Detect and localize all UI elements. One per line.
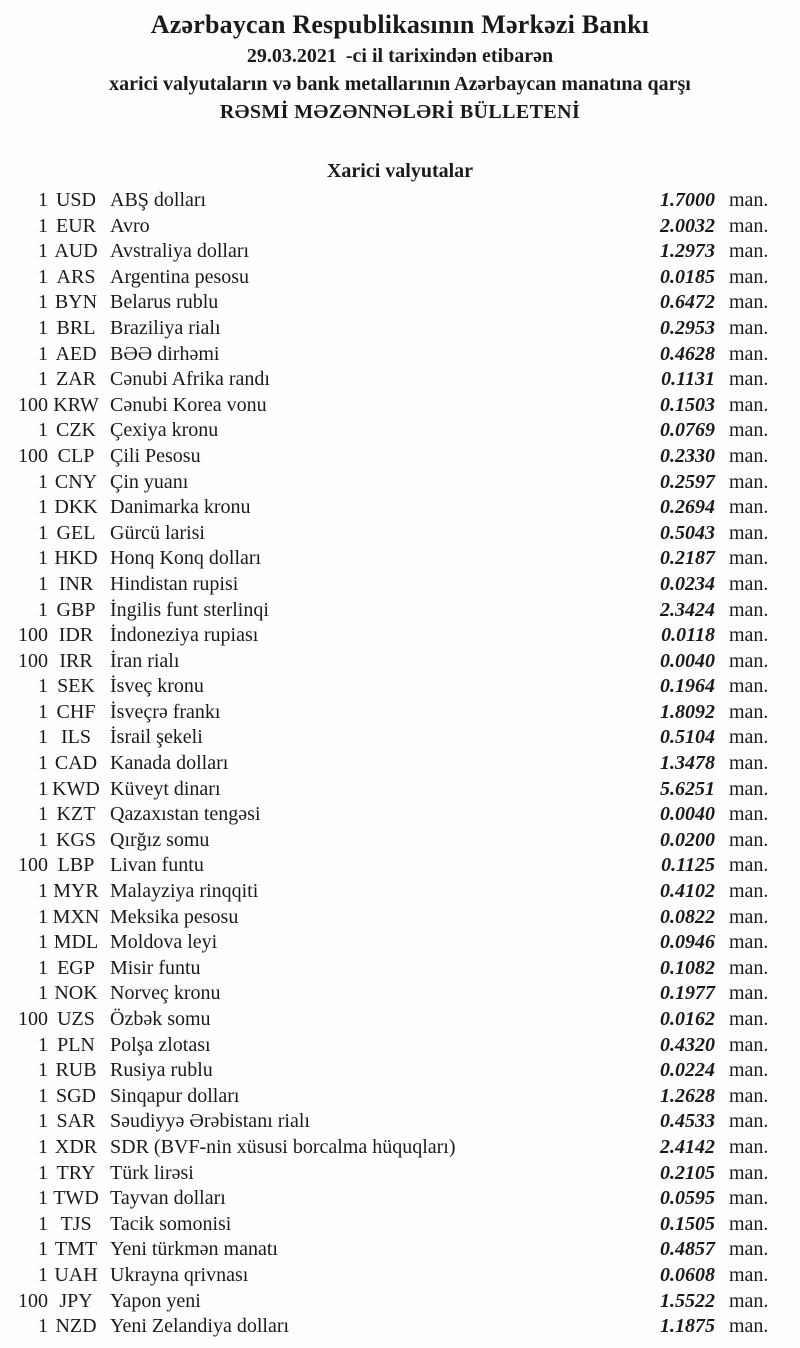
currency-row (0, 1058, 800, 1084)
effective-date: 29.03.2021 (246, 45, 337, 67)
currency-name-cell: İsveç kronu (110, 675, 204, 698)
currency-code-cell: IDR (58, 624, 94, 647)
rate-cell: 0.0234 (660, 572, 715, 595)
rate-cell: 0.0946 (660, 931, 715, 954)
currency-code-cell: SEK (57, 675, 95, 698)
quantity-cell: 1 (38, 726, 48, 749)
currency-row (0, 1263, 800, 1289)
rate-cell: 0.2187 (660, 547, 715, 570)
quantity-cell: 1 (38, 265, 48, 288)
quantity-cell: 1 (38, 931, 48, 954)
quantity-cell: 1 (38, 521, 48, 544)
currency-name-cell: Avro (110, 214, 150, 237)
quantity-cell: 1 (38, 1059, 48, 1082)
quantity-cell: 100 (18, 624, 48, 647)
quantity-cell: 1 (38, 803, 48, 826)
currency-code-cell: NZD (55, 1315, 97, 1338)
currency-code-cell: GBP (56, 598, 96, 621)
unit-cell: man. (729, 547, 769, 570)
currency-row (0, 1109, 800, 1135)
currency-row (0, 828, 800, 854)
rate-cell: 0.4320 (660, 1033, 715, 1056)
currency-row (0, 674, 800, 700)
quantity-cell: 100 (18, 393, 48, 416)
rate-cell: 0.1977 (660, 982, 715, 1005)
rate-cell: 1.1875 (660, 1315, 715, 1338)
currency-row (0, 1314, 800, 1340)
unit-cell: man. (729, 752, 769, 775)
subject-line: xarici valyutaların və bank metallarının Azərbaycan manatına qarşı (109, 73, 691, 95)
currency-row (0, 777, 800, 803)
unit-cell: man. (729, 649, 769, 672)
rate-cell: 0.4102 (660, 880, 715, 903)
currency-code-cell: TWD (53, 1187, 99, 1210)
unit-cell: man. (729, 1212, 769, 1235)
quantity-cell: 1 (38, 189, 48, 211)
currency-name-cell: Qırğız somu (110, 828, 210, 851)
rate-cell: 0.0185 (660, 265, 715, 288)
rate-cell: 0.2597 (660, 470, 715, 493)
currency-row (0, 981, 800, 1007)
currency-row (0, 470, 800, 496)
rate-cell: 0.4857 (660, 1238, 715, 1261)
rate-cell: 0.0162 (660, 1008, 715, 1030)
quantity-cell: 1 (38, 316, 48, 339)
quantity-cell: 1 (38, 470, 48, 493)
unit-cell: man. (729, 419, 769, 442)
quantity-cell: 1 (38, 368, 48, 391)
currency-code-cell: ZAR (56, 368, 96, 391)
currency-row (0, 905, 800, 931)
quantity-cell: 1 (38, 777, 48, 800)
unit-cell: man. (729, 1135, 769, 1158)
quantity-cell: 1 (38, 700, 48, 723)
rate-cell: 0.2330 (660, 444, 715, 467)
rate-cell: 0.0118 (661, 624, 715, 647)
currency-code-cell: CLP (57, 444, 95, 467)
currency-code-cell: GEL (56, 521, 96, 544)
quantity-cell: 1 (38, 1084, 48, 1107)
currency-code-cell: UZS (57, 1008, 95, 1030)
currency-name-cell: Norveç kronu (110, 982, 221, 1005)
rate-cell: 0.1131 (661, 368, 715, 391)
rate-cell: 0.1503 (660, 393, 715, 416)
unit-cell: man. (729, 1263, 769, 1286)
currency-row (0, 751, 800, 777)
currency-row (0, 700, 800, 726)
currency-name-cell: İsrail şekeli (110, 726, 203, 749)
quantity-cell: 1 (38, 1212, 48, 1235)
currency-name-cell: Moldova leyi (110, 931, 218, 954)
currency-code-cell: HKD (54, 547, 98, 570)
currency-row (0, 290, 800, 316)
currency-code-cell: RUB (55, 1059, 97, 1082)
currency-name-cell: İsveçrə frankı (110, 700, 221, 723)
quantity-cell: 1 (38, 1238, 48, 1261)
currency-name-cell: Sinqapur dolları (110, 1084, 240, 1107)
currency-name-cell: Malayziya rinqqiti (110, 880, 259, 903)
currency-name-cell: Yapon yeni (110, 1289, 201, 1312)
currency-row (0, 956, 800, 982)
unit-cell: man. (729, 854, 769, 877)
unit-cell: man. (729, 1187, 769, 1210)
currency-name-cell: Yeni Zelandiya dolları (110, 1315, 290, 1338)
currency-code-cell: CZK (56, 419, 96, 442)
quantity-cell: 100 (18, 1289, 48, 1312)
currency-code-cell: UAH (54, 1263, 98, 1286)
currency-code-cell: USD (55, 189, 96, 211)
unit-cell: man. (729, 1110, 769, 1133)
currency-code-cell: KWD (52, 777, 100, 800)
rate-cell: 1.5522 (660, 1289, 715, 1312)
currency-row (0, 418, 800, 444)
currency-row (0, 316, 800, 342)
currency-code-cell: IRR (59, 649, 93, 672)
currency-row (0, 239, 800, 265)
currency-name-cell: Ukrayna qrivnası (110, 1263, 249, 1286)
unit-cell: man. (729, 905, 769, 928)
rate-cell: 0.5104 (660, 726, 715, 749)
currency-name-cell: Səudiyyə Ərəbistanı rialı (110, 1110, 310, 1133)
currency-row (0, 930, 800, 956)
quantity-cell: 1 (38, 291, 48, 314)
currency-row (0, 1135, 800, 1161)
unit-cell: man. (729, 1289, 769, 1312)
currency-name-cell: Cənubi Korea vonu (110, 393, 267, 416)
rate-cell: 5.6251 (660, 777, 715, 800)
quantity-cell: 1 (38, 419, 48, 442)
quantity-cell: 1 (38, 1110, 48, 1133)
currency-code-cell: NOK (54, 982, 98, 1005)
rate-cell: 0.0769 (660, 419, 715, 442)
currency-name-cell: Gürcü larisi (110, 521, 205, 544)
unit-cell: man. (729, 726, 769, 749)
unit-cell: man. (729, 368, 769, 391)
quantity-cell: 1 (38, 214, 48, 237)
rate-cell: 0.0224 (660, 1059, 715, 1082)
currency-code-cell: AED (55, 342, 97, 365)
bulletin-header (0, 0, 800, 126)
unit-cell: man. (729, 496, 769, 519)
currency-code-cell: LBP (57, 854, 95, 877)
currency-row (0, 342, 800, 368)
unit-cell: man. (729, 393, 769, 416)
currency-name-cell: Argentina pesosu (110, 265, 250, 288)
rate-cell: 0.0040 (660, 803, 715, 826)
currency-name-cell: İndoneziya rupiası (110, 624, 259, 647)
currency-name-cell: Küveyt dinarı (110, 777, 221, 800)
currency-name-cell: İngilis funt sterlinqi (110, 598, 269, 621)
quantity-cell: 1 (38, 880, 48, 903)
currency-code-cell: PLN (57, 1033, 95, 1056)
unit-cell: man. (729, 828, 769, 851)
quantity-cell: 1 (38, 547, 48, 570)
effective-date-line (0, 42, 800, 70)
currency-code-cell: TJS (60, 1212, 92, 1235)
currency-name-cell: Meksika pesosu (110, 905, 239, 928)
currency-row (0, 1033, 800, 1059)
rate-cell: 1.3478 (660, 752, 715, 775)
currency-code-cell: CNY (54, 470, 98, 493)
currency-name-cell: Belarus rublu (110, 291, 219, 314)
rate-cell: 0.4533 (660, 1110, 715, 1133)
currency-name-cell: Honq Konq dolları (110, 547, 262, 570)
currency-code-cell: TRY (56, 1161, 96, 1184)
currency-name-cell: Çili Pesosu (110, 444, 201, 467)
bank-title: Azərbaycan Respublikasının Mərkəzi Bankı (150, 10, 650, 39)
unit-cell: man. (729, 291, 769, 314)
currency-row (0, 1161, 800, 1187)
quantity-cell: 1 (38, 598, 48, 621)
currency-row (0, 1237, 800, 1263)
quantity-cell: 1 (38, 1135, 48, 1158)
currency-name-cell: Kanada dolları (110, 752, 229, 775)
unit-cell: man. (729, 1033, 769, 1056)
unit-cell: man. (729, 572, 769, 595)
currency-code-cell: SGD (55, 1084, 96, 1107)
currency-row (0, 802, 800, 828)
currency-name-cell: Çin yuanı (110, 470, 189, 493)
currency-code-cell: SAR (56, 1110, 96, 1133)
rate-cell: 2.3424 (660, 598, 715, 621)
currency-code-cell: KGS (55, 828, 96, 851)
rate-cell: 0.0595 (660, 1187, 715, 1210)
rate-cell: 1.2973 (660, 240, 715, 263)
unit-cell: man. (729, 1008, 769, 1030)
rate-cell: 1.2628 (660, 1084, 715, 1107)
quantity-cell: 1 (38, 240, 48, 263)
rate-cell: 0.6472 (660, 291, 715, 314)
currency-name-cell: Livan funtu (110, 854, 204, 877)
rate-cell: 1.8092 (660, 700, 715, 723)
currency-row (0, 214, 800, 240)
currency-name-cell: İran rialı (110, 649, 180, 672)
currency-code-cell: CHF (56, 700, 96, 723)
unit-cell: man. (729, 803, 769, 826)
currency-row (0, 1007, 800, 1033)
quantity-cell: 1 (38, 752, 48, 775)
quantity-cell: 1 (38, 956, 48, 979)
currency-row (0, 521, 800, 547)
currency-code-cell: AUD (54, 240, 98, 263)
currency-name-cell: Danimarka kronu (110, 496, 251, 519)
currency-name-cell: Tayvan dolları (110, 1187, 226, 1210)
rate-cell: 0.5043 (660, 521, 715, 544)
currency-row (0, 598, 800, 624)
currency-code-cell: CAD (54, 752, 98, 775)
currency-row (0, 444, 800, 470)
currency-code-cell: DKK (54, 496, 98, 519)
quantity-cell: 1 (38, 342, 48, 365)
currency-code-cell: ILS (61, 726, 91, 749)
quantity-cell: 1 (38, 905, 48, 928)
currency-code-cell: BRL (56, 316, 96, 339)
currency-name-cell: Çexiya kronu (110, 419, 219, 442)
unit-cell: man. (729, 189, 769, 211)
quantity-cell: 100 (18, 854, 48, 877)
unit-cell: man. (729, 982, 769, 1005)
quantity-cell: 1 (38, 1315, 48, 1338)
quantity-cell: 100 (18, 444, 48, 467)
rate-cell: 0.0822 (660, 905, 715, 928)
unit-cell: man. (729, 265, 769, 288)
rate-cell: 0.1125 (661, 854, 715, 877)
rate-cell: 0.0200 (660, 828, 715, 851)
currency-name-cell: Rusiya rublu (110, 1059, 213, 1082)
unit-cell: man. (729, 624, 769, 647)
unit-cell: man. (729, 342, 769, 365)
currency-name-cell: Özbək somu (110, 1008, 211, 1030)
quantity-cell: 100 (18, 1008, 48, 1030)
quantity-cell: 1 (38, 1263, 48, 1286)
section-title-foreign-currencies: Xarici valyutalar (326, 160, 474, 182)
currency-row (0, 367, 800, 393)
unit-cell: man. (729, 931, 769, 954)
rate-cell: 0.4628 (660, 342, 715, 365)
currency-row (0, 853, 800, 879)
quantity-cell: 1 (38, 1161, 48, 1184)
rate-cell: 2.0032 (660, 214, 715, 237)
currency-name-cell: Qazaxıstan tengəsi (110, 803, 261, 826)
unit-cell: man. (729, 1315, 769, 1338)
currency-name-cell: Cənubi Afrika randı (110, 368, 270, 391)
quantity-cell: 1 (38, 496, 48, 519)
currency-name-cell: ABŞ dolları (110, 189, 207, 211)
unit-cell: man. (729, 956, 769, 979)
currency-name-cell: Hindistan rupisi (110, 572, 239, 595)
quantity-cell: 1 (38, 1187, 48, 1210)
unit-cell: man. (729, 1161, 769, 1184)
unit-cell: man. (729, 240, 769, 263)
currency-row (0, 546, 800, 572)
currency-code-cell: XDR (54, 1135, 98, 1158)
unit-cell: man. (729, 521, 769, 544)
unit-cell: man. (729, 777, 769, 800)
bulletin-title: RƏSMİ MƏZƏNNƏLƏRİ BÜLLETENİ (219, 101, 581, 123)
rate-cell: 0.2953 (660, 316, 715, 339)
currency-row (0, 879, 800, 905)
quantity-cell: 1 (38, 982, 48, 1005)
currency-code-cell: KRW (53, 393, 99, 416)
currency-code-cell: INR (58, 572, 94, 595)
quantity-cell: 1 (38, 572, 48, 595)
quantity-cell: 1 (38, 675, 48, 698)
currency-rate-table (0, 188, 800, 1340)
currency-code-cell: MXN (52, 905, 100, 928)
rate-cell: 1.7000 (660, 189, 715, 211)
unit-cell: man. (729, 470, 769, 493)
rate-cell: 0.2694 (660, 496, 715, 519)
unit-cell: man. (729, 316, 769, 339)
quantity-cell: 100 (18, 649, 48, 672)
unit-cell: man. (729, 1238, 769, 1261)
rate-cell: 0.1964 (660, 675, 715, 698)
rate-cell: 0.1082 (660, 956, 715, 979)
unit-cell: man. (729, 675, 769, 698)
rate-cell: 0.0040 (660, 649, 715, 672)
unit-cell: man. (729, 1084, 769, 1107)
currency-name-cell: Tacik somonisi (110, 1212, 232, 1235)
rate-cell: 2.4142 (660, 1135, 715, 1158)
currency-name-cell: Polşa zlotası (110, 1033, 211, 1056)
currency-row (0, 572, 800, 598)
currency-code-cell: JPY (59, 1289, 93, 1312)
currency-name-cell: SDR (BVF-nin xüsusi borcalma hüquqları) (110, 1135, 456, 1158)
currency-row (0, 393, 800, 419)
currency-name-cell: Yeni türkmən manatı (110, 1238, 278, 1261)
currency-code-cell: KZT (56, 803, 96, 826)
currency-name-cell: Braziliya rialı (110, 316, 221, 339)
currency-code-cell: MDL (53, 931, 99, 954)
currency-name-cell: Avstraliya dolları (110, 240, 250, 263)
currency-row (0, 1084, 800, 1110)
rate-cell: 0.2105 (660, 1161, 715, 1184)
currency-row (0, 1186, 800, 1212)
unit-cell: man. (729, 598, 769, 621)
unit-cell: man. (729, 214, 769, 237)
currency-name-cell: Misir funtu (110, 956, 201, 979)
quantity-cell: 1 (38, 1033, 48, 1056)
currency-row (0, 623, 800, 649)
currency-row (0, 1289, 800, 1315)
currency-row (0, 265, 800, 291)
currency-code-cell: BYN (54, 291, 98, 314)
currency-code-cell: EGP (57, 956, 95, 979)
currency-row (0, 649, 800, 675)
effective-date-suffix: -ci il tarixindən etibarən (345, 45, 554, 67)
unit-cell: man. (729, 880, 769, 903)
currency-row (0, 188, 800, 214)
currency-row (0, 1212, 800, 1238)
currency-row (0, 725, 800, 751)
unit-cell: man. (729, 444, 769, 467)
currency-code-cell: EUR (56, 214, 96, 237)
quantity-cell: 1 (38, 828, 48, 851)
currency-name-cell: BƏƏ dirhəmi (110, 342, 220, 365)
currency-row (0, 495, 800, 521)
currency-code-cell: ARS (56, 265, 96, 288)
rate-cell: 0.1505 (660, 1212, 715, 1235)
currency-name-cell: Türk lirəsi (110, 1161, 194, 1184)
currency-code-cell: TMT (54, 1238, 98, 1261)
rate-cell: 0.0608 (660, 1263, 715, 1286)
unit-cell: man. (729, 1059, 769, 1082)
unit-cell: man. (729, 700, 769, 723)
currency-code-cell: MYR (53, 880, 99, 903)
